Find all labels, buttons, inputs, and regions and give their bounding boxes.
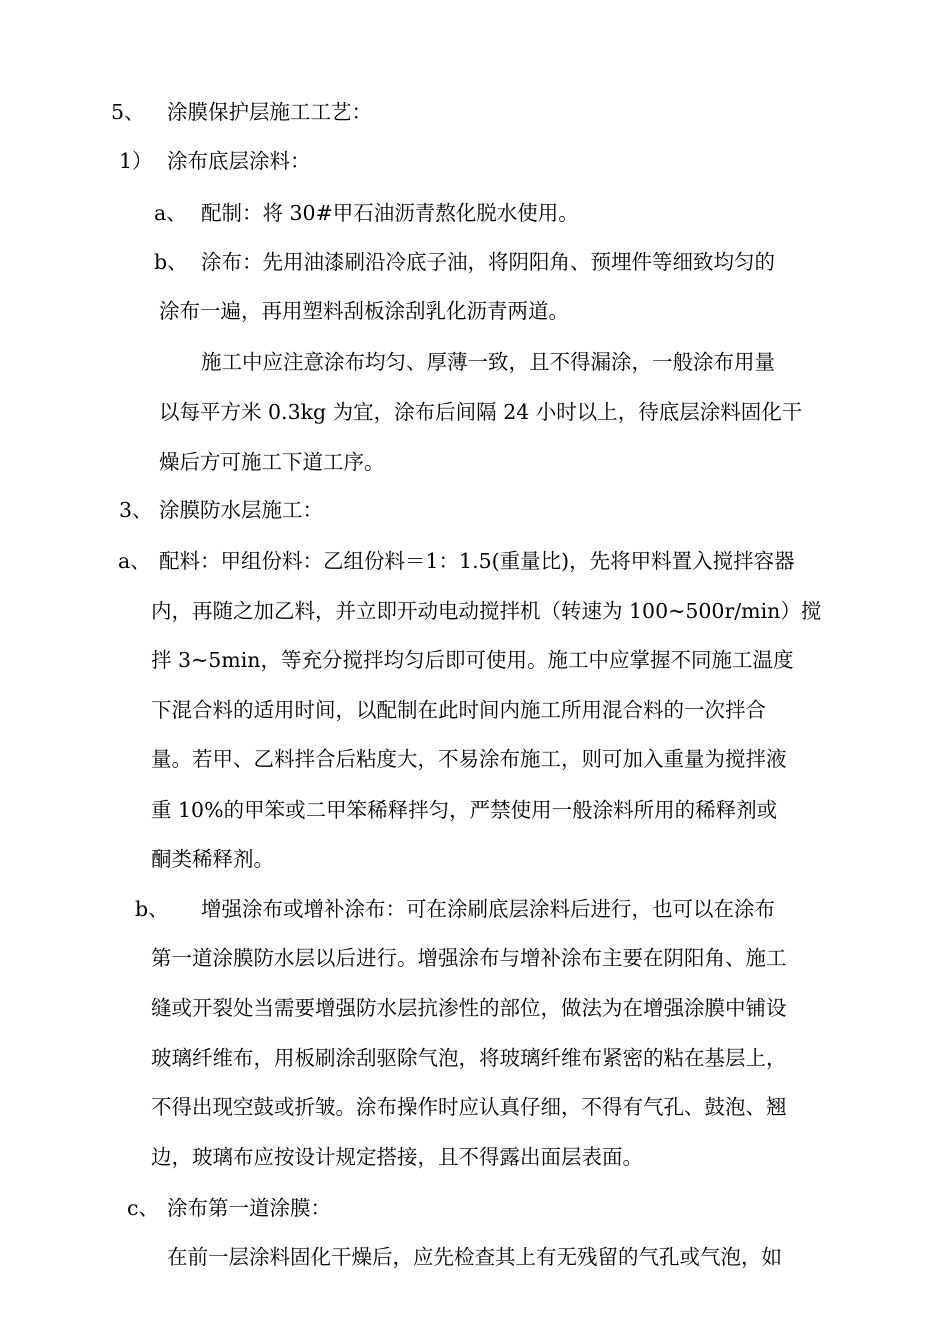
paragraph-line: 酮类稀释剂。 bbox=[151, 847, 274, 871]
subsection-heading-first-coat: 涂布第一道涂膜： bbox=[167, 1196, 331, 1220]
paragraph-line: 燥后方可施工下道工序。 bbox=[159, 450, 385, 474]
paragraph-line: 在前一层涂料固化干燥后，应先检查其上有无残留的气孔或气泡，如 bbox=[167, 1245, 782, 1269]
item-marker-a: a、 bbox=[118, 549, 151, 573]
subsection-number-1: 1） bbox=[119, 149, 153, 173]
paragraph-line: 缝或开裂处当需要增强防水层抗渗性的部位，做法为在增强涂膜中铺设 bbox=[151, 996, 787, 1020]
paragraph-line: 配制：将 30#甲石油沥青熬化脱水使用。 bbox=[201, 201, 579, 225]
item-marker-b: b、 bbox=[135, 897, 169, 921]
section-heading-waterproof-layer: 涂膜防水层施工： bbox=[159, 498, 323, 522]
paragraph-line: 涂布一遍，再用塑料刮板涂刮乳化沥青两道。 bbox=[159, 299, 569, 323]
paragraph-line: 增强涂布或增补涂布：可在涂刷底层涂料后进行，也可以在涂布 bbox=[201, 897, 775, 921]
section-number-5: 5、 bbox=[111, 100, 145, 124]
section-heading-coating-protection: 涂膜保护层施工工艺： bbox=[167, 100, 372, 124]
item-marker-c: c、 bbox=[127, 1196, 159, 1220]
paragraph-line: 重 10%的甲笨或二甲笨稀释拌匀，严禁使用一般涂料所用的稀释剂或 bbox=[151, 798, 778, 822]
paragraph-line: 边，玻璃布应按设计规定搭接，且不得露出面层表面。 bbox=[151, 1145, 643, 1169]
paragraph-line: 玻璃纤维布，用板刷涂刮驱除气泡，将玻璃纤维布紧密的粘在基层上， bbox=[151, 1046, 787, 1070]
subsection-heading-base-coating: 涂布底层涂料： bbox=[167, 149, 311, 173]
paragraph-line: 内，再随之加乙料，并立即开动电动搅拌机（转速为 100~500r/min）搅 bbox=[151, 599, 822, 623]
item-marker-a: a、 bbox=[154, 201, 187, 225]
paragraph-line: 下混合料的适用时间，以配制在此时间内施工所用混合料的一次拌合 bbox=[151, 698, 766, 722]
paragraph-line: 第一道涂膜防水层以后进行。增强涂布与增补涂布主要在阴阳角、施工 bbox=[151, 946, 787, 970]
section-number-3: 3、 bbox=[119, 498, 153, 522]
paragraph-line: 涂布：先用油漆刷沿冷底子油，将阴阳角、预埋件等细致均匀的 bbox=[201, 250, 775, 274]
paragraph-line: 量。若甲、乙料拌合后粘度大，不易涂布施工，则可加入重量为搅拌液 bbox=[151, 747, 787, 771]
item-marker-b: b、 bbox=[154, 250, 188, 274]
paragraph-line: 施工中应注意涂布均匀、厚薄一致，且不得漏涂，一般涂布用量 bbox=[201, 350, 775, 374]
paragraph-line: 以每平方米 0.3kg 为宜，涂布后间隔 24 小时以上，待底层涂料固化干 bbox=[159, 400, 803, 424]
paragraph-line: 拌 3~5min，等充分搅拌均匀后即可使用。施工中应掌握不同施工温度 bbox=[151, 648, 794, 672]
paragraph-line: 配料：甲组份料：乙组份料＝1：1.5(重量比)，先将甲料置入搅拌容器 bbox=[159, 549, 795, 573]
paragraph-line: 不得出现空鼓或折皱。涂布操作时应认真仔细，不得有气孔、鼓泡、翘 bbox=[151, 1095, 787, 1119]
